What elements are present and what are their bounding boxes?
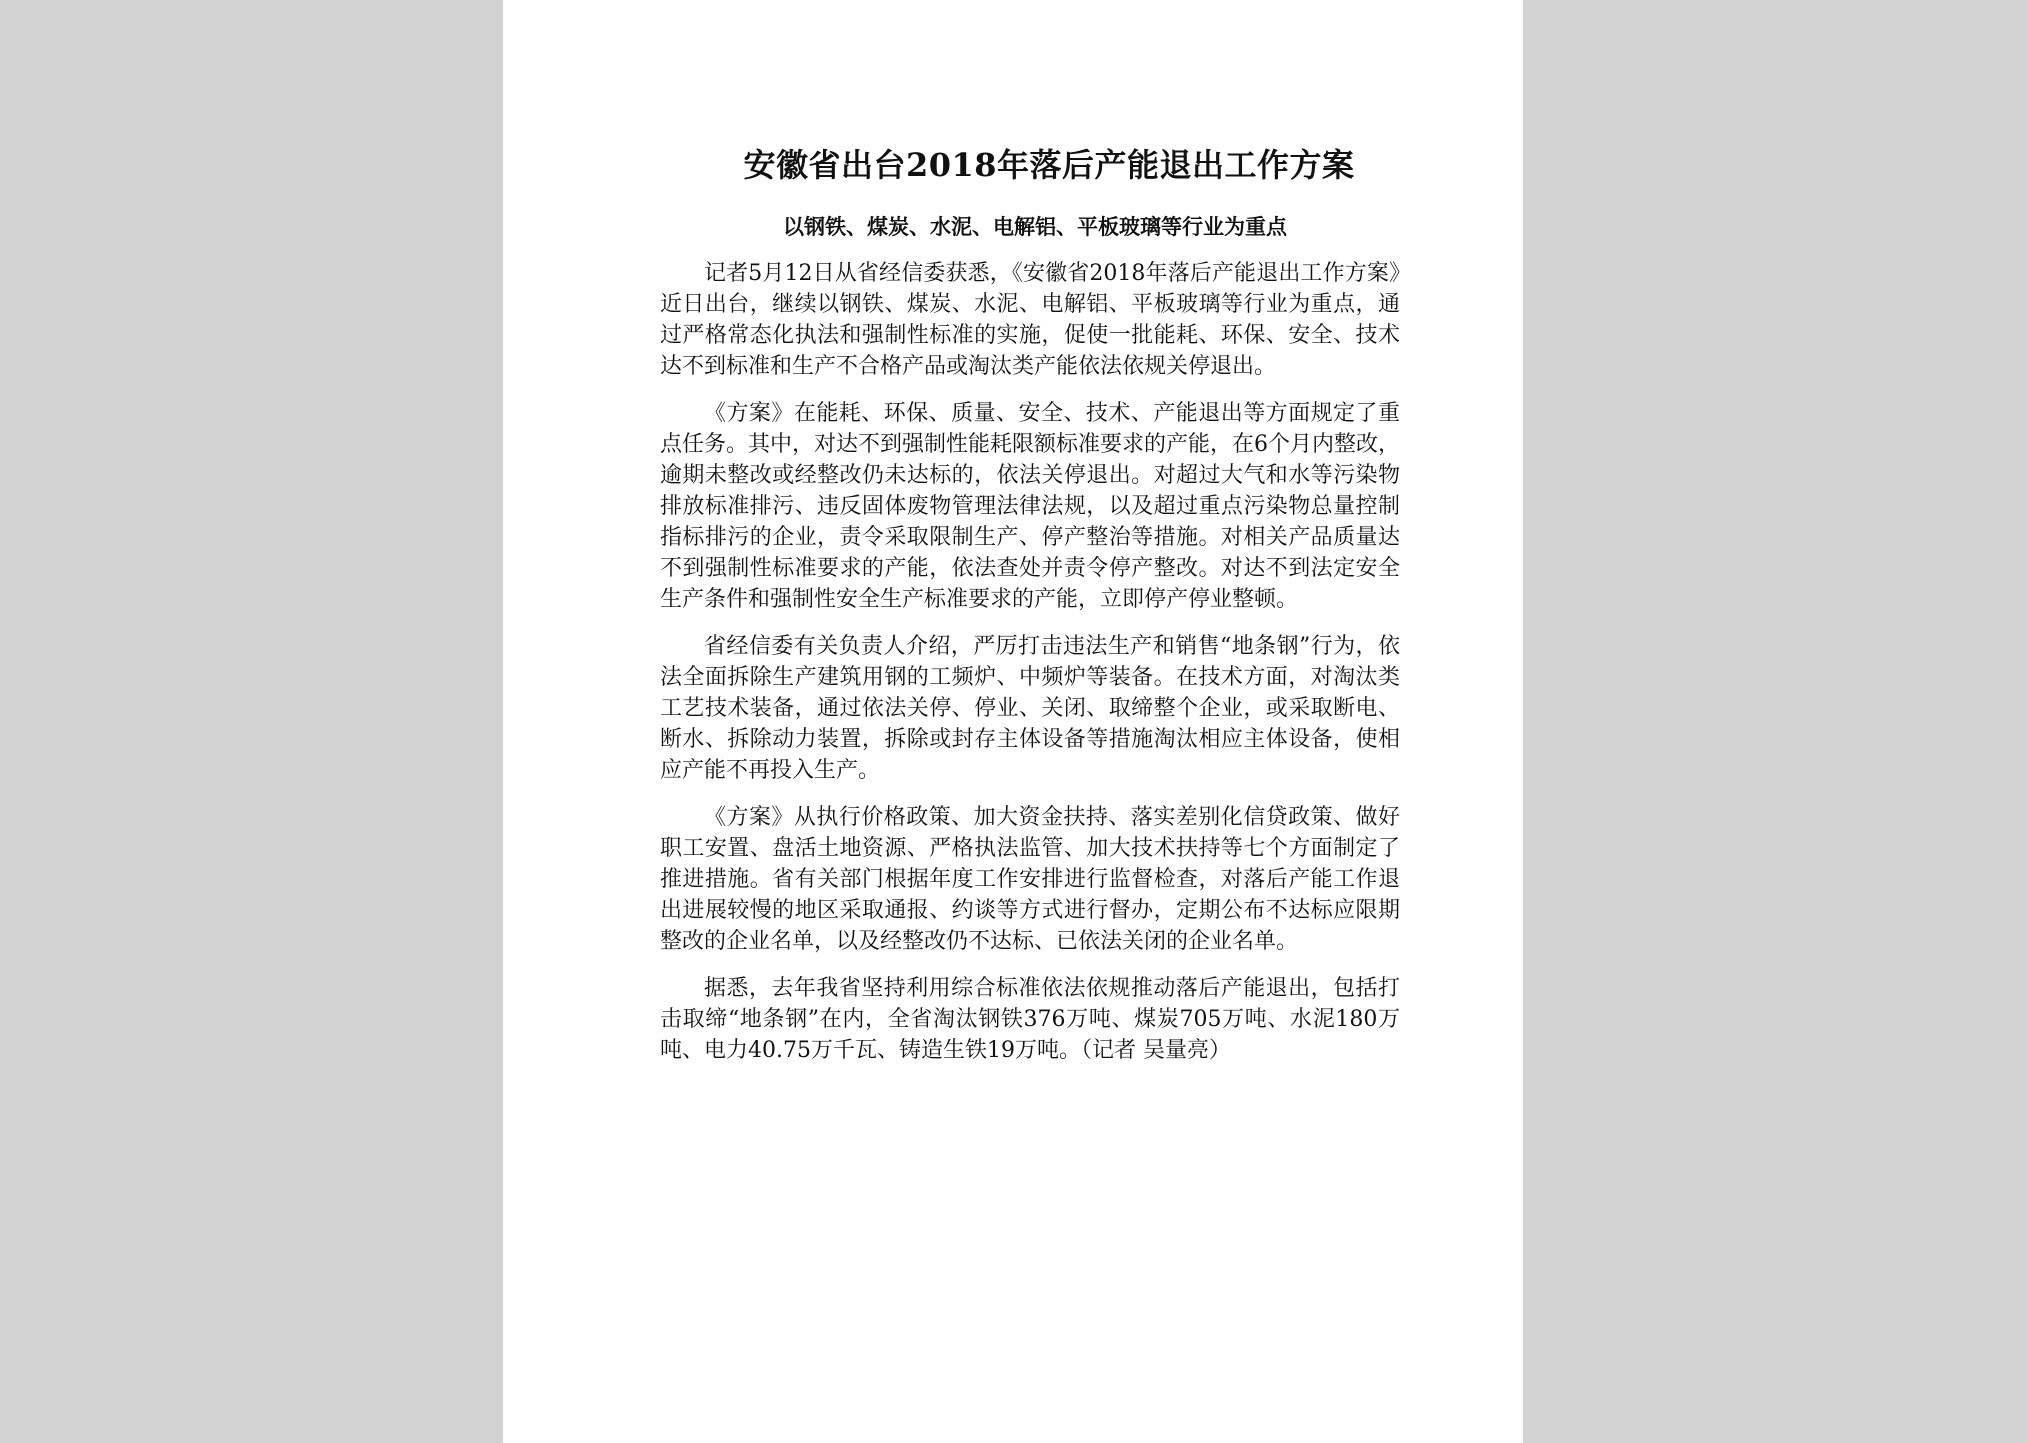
article-paragraph-5: 据悉，去年我省坚持利用综合标准依法依规推动落后产能退出，包括打击取缔“地条钢”在内，全省淘汰钢铁376万吨、煤炭705万吨、水泥180万吨、电力40.75万千瓦、铸造生铁19万吨。（记者 吴量亮） bbox=[660, 976, 1400, 1063]
article-body bbox=[660, 140, 1400, 1082]
document-page bbox=[503, 0, 1523, 1443]
article-paragraph-3: 省经信委有关负责人介绍，严厉打击违法生产和销售“地条钢”行为，依法全面拆除生产建筑用钢的工频炉、中频炉等装备。在技术方面，对淘汰类工艺技术装备，通过依法关停、停业、关闭、取缔整个企业，或采取断电、断水、拆除动力装置，拆除或封存主体设备等措施淘汰相应主体设备，使相应产能不再投入生产。 bbox=[660, 634, 1400, 783]
article-paragraph-2: 《方案》在能耗、环保、质量、安全、技术、产能退出等方面规定了重点任务。其中，对达不到强制性能耗限额标准要求的产能，在6个月内整改，逾期未整改或经整改仍未达标的，依法关停退出。对超过大气和水等污染物排放标准排污、违反固体废物管理法律法规，以及超过重点污染物总量控制指标排污的企业，责令采取限制生产、停产整治等措施。对相关产品质量达不到强制性标准要求的产能，依法查处并责令停产整改。对达不到法定安全生产条件和强制性安全生产标准要求的产能，立即停产停业整顿。 bbox=[660, 401, 1400, 612]
article-title: 安徽省出台2018年落后产能退出工作方案 bbox=[743, 146, 1355, 184]
article-paragraph-4: 《方案》从执行价格政策、加大资金扶持、落实差别化信贷政策、做好职工安置、盘活土地资源、严格执法监管、加大技术扶持等七个方面制定了推进措施。省有关部门根据年度工作安排进行监督检查，对落后产能工作退出进展较慢的地区采取通报、约谈等方式进行督办，定期公布不达标应限期整改的企业名单，以及经整改仍不达标、已依法关闭的企业名单。 bbox=[660, 805, 1400, 954]
article-paragraph-1: 记者5月12日从省经信委获悉，《安徽省2018年落后产能退出工作方案》近日出台，继续以钢铁、煤炭、水泥、电解铝、平板玻璃等行业为重点，通过严格常态化执法和强制性标准的实施，促使一批能耗、环保、安全、技术达不到标准和生产不合格产品或淘汰类产能依法依规关停退出。 bbox=[660, 261, 1400, 379]
article-subtitle: 以钢铁、煤炭、水泥、电解铝、平板玻璃等行业为重点 bbox=[783, 214, 1287, 239]
